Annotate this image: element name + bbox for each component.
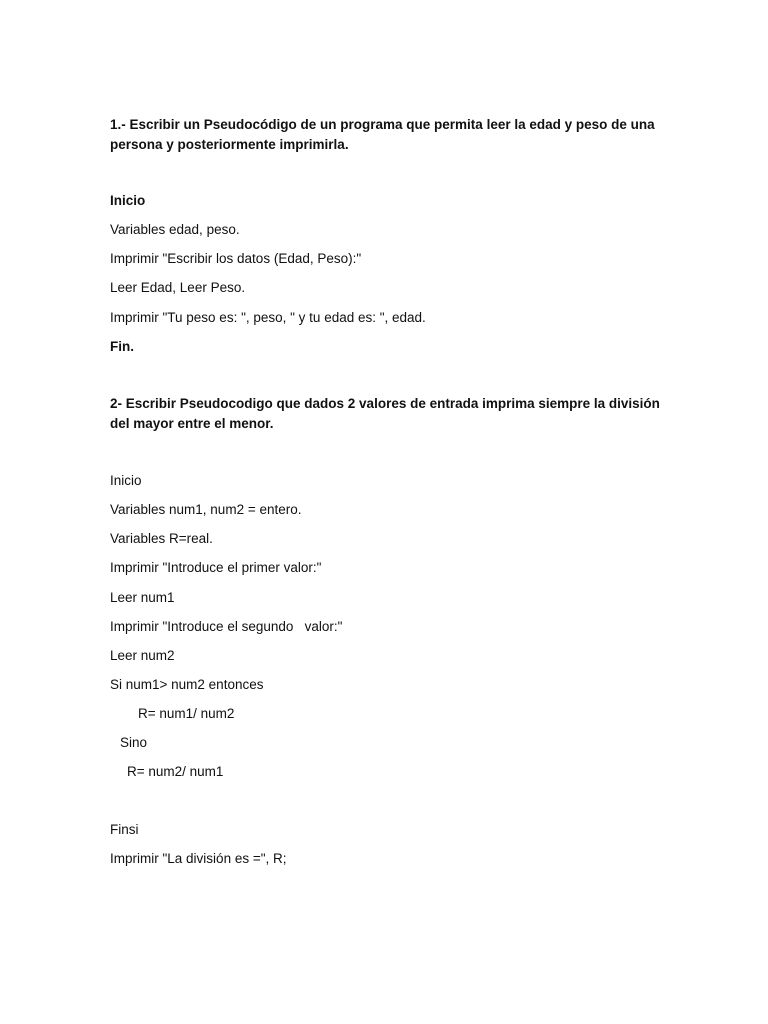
section1-title: 1.- Escribir un Pseudocódigo de un programa que permita leer la edad y peso de una persona y posteriormente imprimirla. xyxy=(110,117,655,152)
section1-line-imprimir-datos: Imprimir "Escribir los datos (Edad, Peso):" xyxy=(110,251,362,266)
section1-line-imprimir-resultado: Imprimir "Tu peso es: ", peso, " y tu edad es: ", edad. xyxy=(110,310,426,325)
section2-line-variables-num: Variables num1, num2 = entero. xyxy=(110,502,302,517)
section1-line-variables: Variables edad, peso. xyxy=(110,222,240,237)
section2-title: 2- Escribir Pseudocodigo que dados 2 valores de entrada imprima siempre la división del mayor entre el menor. xyxy=(110,396,660,431)
section2-line-imprimir-segundo: Imprimir "Introduce el segundo valor:" xyxy=(110,619,343,634)
section2-line-finsi: Finsi xyxy=(110,822,139,837)
section2-line-leer-num2: Leer num2 xyxy=(110,648,175,663)
section2-line-si: Si num1> num2 entonces xyxy=(110,677,264,692)
section2-line-r-num1: R= num1/ num2 xyxy=(138,706,235,721)
section2-line-r-num2: R= num2/ num1 xyxy=(127,764,224,779)
section2-line-imprimir-division: Imprimir "La división es =", R; xyxy=(110,851,287,866)
section2-line-sino: Sino xyxy=(120,735,148,750)
section1-line-fin: Fin. xyxy=(110,339,134,354)
section2-line-leer-num1: Leer num1 xyxy=(110,590,175,605)
section2-line-inicio: Inicio xyxy=(110,473,142,488)
section1-line-leer: Leer Edad, Leer Peso. xyxy=(110,280,246,295)
section1-line-inicio: Inicio xyxy=(110,193,146,208)
section2-line-imprimir-primer: Imprimir "Introduce el primer valor:" xyxy=(110,560,322,575)
section2-line-variables-r: Variables R=real. xyxy=(110,531,213,546)
